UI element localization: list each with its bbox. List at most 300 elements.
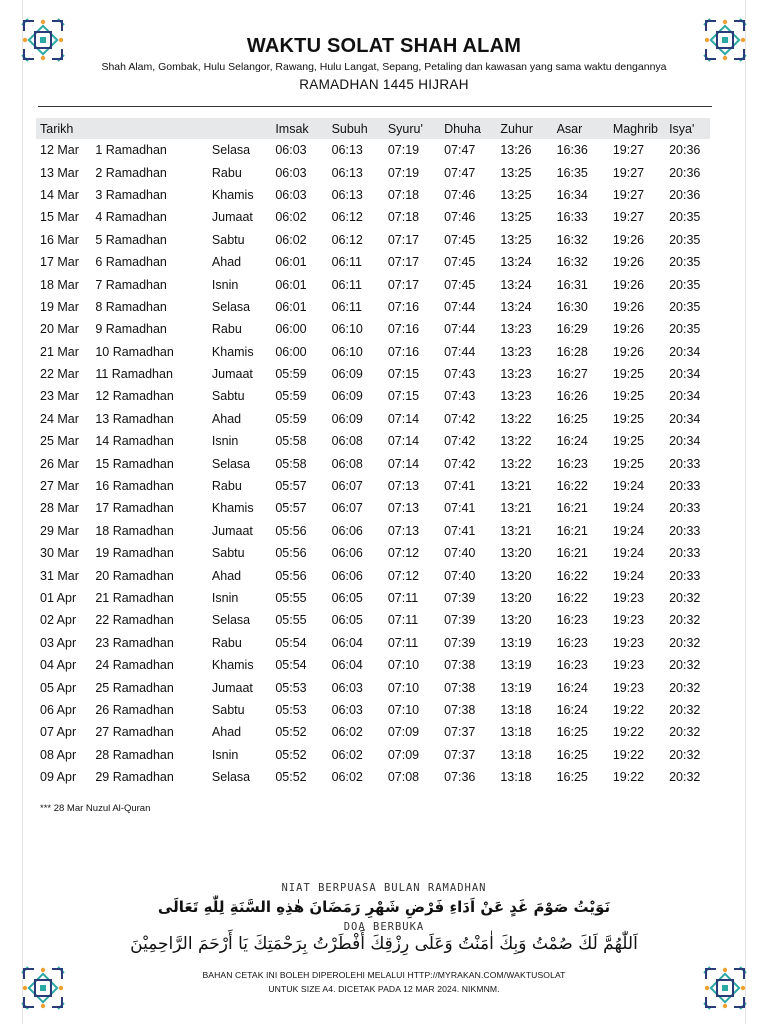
cell-subuh: 06:09 [331,367,363,382]
cell-date: 01 Apr [40,591,77,605]
table-row [36,408,710,430]
cell-isya: 20:32 [669,702,701,717]
cell-zuhur: 13:20 [500,613,532,628]
cell-date: 03 Apr [40,635,77,650]
cell-subuh: 06:10 [331,322,363,337]
table-row [36,184,710,206]
cell-zuhur: 13:19 [500,635,532,650]
cell-zuhur: 13:20 [500,591,532,605]
table-row [36,632,710,654]
cell-zuhur: 13:20 [500,568,532,583]
cell-syuru: 07:10 [387,658,420,673]
table-row [36,452,710,474]
niat-label: NIAT BERPUASA BULAN RAMADHAN [281,882,487,894]
cell-day: Ahad [211,255,242,270]
cell-dhuha: 07:41 [444,479,476,494]
cell-zuhur: 13:23 [500,389,532,404]
cell-subuh: 06:06 [331,546,363,561]
cell-day: Rabu [211,479,242,494]
page-subtitle: Shah Alam, Gombak, Hulu Selangor, Rawang, Hulu Langat, Sepang, Petaling dan kawasan yang sama waktu dengannya [101,61,667,73]
cell-maghrib: 19:22 [612,747,645,762]
cell-asar: 16:22 [556,568,588,583]
cell-asar: 16:22 [556,591,588,605]
cell-maghrib: 19:26 [612,344,645,359]
cell-dhuha: 07:39 [444,591,476,605]
cell-syuru: 07:19 [387,143,420,158]
cell-maghrib: 19:27 [612,210,645,225]
cell-imsak: 06:00 [275,344,307,359]
cell-syuru: 07:10 [387,680,420,695]
cell-asar: 16:23 [556,635,588,650]
cell-dhuha: 07:45 [444,277,476,292]
cell-imsak: 05:54 [275,635,307,650]
cell-dhuha: 07:47 [444,143,476,158]
hijri-month: RAMADHAN 1445 HIJRAH [299,77,469,92]
cell-dhuha: 07:43 [444,367,476,382]
table-row [36,699,710,721]
cell-isya: 20:36 [669,143,701,158]
table-header-row [36,118,710,139]
cell-hijri-date: 23 Ramadhan [95,635,174,650]
cell-maghrib: 19:23 [612,635,645,650]
cell-maghrib: 19:25 [612,434,645,449]
cell-imsak: 05:59 [275,367,307,382]
cell-hijri-date: 8 Ramadhan [95,299,167,314]
cell-maghrib: 19:26 [612,232,645,247]
table-row [36,251,710,273]
cell-dhuha: 07:42 [444,456,476,471]
cell-isya: 20:34 [669,411,701,426]
cell-date: 23 Mar [40,389,79,404]
cell-hijri-date: 9 Ramadhan [95,322,167,337]
cell-zuhur: 13:21 [500,479,532,494]
cell-asar: 16:23 [556,658,588,673]
cell-asar: 16:21 [556,501,588,516]
cell-date: 05 Apr [40,680,77,695]
cell-syuru: 07:13 [387,523,420,538]
cell-day: Selasa [211,456,251,471]
cell-syuru: 07:09 [387,747,420,762]
cell-zuhur: 13:22 [500,434,532,449]
cell-hijri-date: 13 Ramadhan [95,411,174,426]
cell-imsak: 06:01 [275,277,307,292]
cell-isya: 20:34 [669,367,701,382]
cell-hijri-date: 15 Ramadhan [95,456,174,471]
cell-date: 26 Mar [40,456,79,471]
cell-asar: 16:30 [556,299,588,314]
cell-maghrib: 19:25 [612,456,645,471]
cell-subuh: 06:12 [331,210,363,225]
cell-zuhur: 13:25 [500,165,532,180]
column-header-tarikh: Tarikh [40,121,74,136]
cell-hijri-date: 20 Ramadhan [95,568,174,583]
table-body [36,139,710,788]
cell-maghrib: 19:25 [612,389,645,404]
cell-asar: 16:25 [556,747,588,762]
cell-date: 07 Apr [40,725,77,740]
cell-date: 14 Mar [40,187,79,202]
niat-arabic-text: نَوَيْتُ صَوْمَ غَدٍ عَنْ اَدَاءِ فَرْضِ شَهْرِ رَمَضَانَ هٰذِهِ السَّنَةِ لِلّٰهِ تَعَالَى [157,898,611,916]
cell-isya: 20:32 [669,680,701,695]
cell-date: 02 Apr [40,613,77,628]
cell-day: Ahad [211,725,242,740]
cell-day: Selasa [211,299,251,314]
cell-imsak: 06:03 [275,143,307,158]
cell-imsak: 06:03 [275,187,307,202]
cell-zuhur: 13:24 [500,277,532,292]
cell-asar: 16:31 [556,277,588,292]
cell-subuh: 06:02 [331,747,363,762]
cell-isya: 20:36 [669,165,701,180]
cell-imsak: 05:55 [275,613,307,628]
cell-dhuha: 07:41 [444,501,476,516]
table-row [36,497,710,519]
cell-zuhur: 13:22 [500,456,532,471]
cell-maghrib: 19:24 [612,501,645,516]
cell-date: 29 Mar [40,523,79,538]
cell-isya: 20:34 [669,344,701,359]
cell-day: Ahad [211,411,242,426]
cell-maghrib: 19:27 [612,187,645,202]
cell-isya: 20:35 [669,210,701,225]
cell-asar: 16:35 [556,165,588,180]
cell-day: Rabu [211,322,242,337]
cell-day: Khamis [211,658,254,673]
table-row [36,139,710,161]
cell-date: 17 Mar [40,255,79,270]
cell-asar: 16:34 [556,187,588,202]
column-header-isya: Isya' [669,121,695,136]
cell-subuh: 06:13 [331,165,363,180]
table-row [36,676,710,698]
cell-hijri-date: 11 Ramadhan [95,367,173,382]
cell-asar: 16:26 [556,389,588,404]
cell-day: Khamis [211,187,254,202]
cell-zuhur: 13:20 [500,546,532,561]
cell-asar: 16:28 [556,344,588,359]
cell-date: 30 Mar [40,546,79,561]
cell-subuh: 06:07 [331,479,363,494]
cell-subuh: 06:13 [331,143,363,158]
cell-day: Jumaat [211,367,253,382]
cell-maghrib: 19:27 [612,143,645,158]
cell-isya: 20:33 [669,456,701,471]
footer-source-line: BAHAN CETAK INI BOLEH DIPEROLEHI MELALUI HTTP://MYRAKAN.COM/WAKTUSOLAT [202,970,566,980]
cell-hijri-date: 22 Ramadhan [95,613,174,628]
cell-imsak: 06:03 [275,165,307,180]
cell-subuh: 06:04 [331,658,363,673]
cell-isya: 20:34 [669,389,701,404]
cell-maghrib: 19:27 [612,165,645,180]
cell-zuhur: 13:23 [500,322,532,337]
table-row [36,296,710,318]
cell-maghrib: 19:26 [612,322,645,337]
cell-subuh: 06:05 [331,613,363,628]
cell-asar: 16:27 [556,367,588,382]
cell-zuhur: 13:25 [500,210,532,225]
prayer-times-table [36,118,710,788]
cell-isya: 20:35 [669,232,701,247]
cell-syuru: 07:14 [387,456,420,471]
cell-syuru: 07:17 [387,277,420,292]
cell-hijri-date: 27 Ramadhan [95,725,174,740]
cell-isya: 20:32 [669,747,701,762]
cell-dhuha: 07:42 [444,411,476,426]
cell-imsak: 05:59 [275,411,307,426]
cell-imsak: 05:56 [275,546,307,561]
cell-syuru: 07:09 [387,725,420,740]
cell-imsak: 05:53 [275,680,307,695]
cell-hijri-date: 3 Ramadhan [95,187,167,202]
cell-syuru: 07:15 [387,367,420,382]
cell-subuh: 06:08 [331,456,363,471]
cell-maghrib: 19:24 [612,523,645,538]
table-row [36,341,710,363]
cell-subuh: 06:13 [331,187,363,202]
cell-dhuha: 07:39 [444,613,476,628]
cell-hijri-date: 10 Ramadhan [95,344,174,359]
cell-hijri-date: 26 Ramadhan [95,702,174,717]
cell-zuhur: 13:25 [500,187,532,202]
cell-zuhur: 13:24 [500,255,532,270]
cell-date: 28 Mar [40,501,79,516]
cell-asar: 16:23 [556,456,588,471]
cell-maghrib: 19:23 [612,658,645,673]
cell-hijri-date: 17 Ramadhan [95,501,174,516]
cell-isya: 20:36 [669,187,701,202]
cell-imsak: 06:02 [275,210,307,225]
page-title: WAKTU SOLAT SHAH ALAM [246,35,522,57]
cell-imsak: 05:52 [275,747,307,762]
cell-dhuha: 07:44 [444,344,476,359]
cell-date: 20 Mar [40,322,79,337]
cell-syuru: 07:17 [387,255,420,270]
cell-imsak: 05:55 [275,591,307,605]
cell-subuh: 06:03 [331,702,363,717]
cell-syuru: 07:14 [387,411,420,426]
cell-isya: 20:33 [669,479,701,494]
cell-day: Rabu [211,165,242,180]
cell-date: 06 Apr [40,702,77,717]
cell-subuh: 06:06 [331,568,363,583]
cell-date: 21 Mar [40,344,79,359]
cell-date: 22 Mar [40,367,79,382]
table-row [36,520,710,542]
cell-syuru: 07:18 [387,187,420,202]
cell-zuhur: 13:18 [500,725,532,740]
cell-dhuha: 07:45 [444,255,476,270]
cell-day: Jumaat [211,210,253,225]
cell-imsak: 06:01 [275,299,307,314]
cell-date: 19 Mar [40,299,79,314]
table-row [36,475,710,497]
cell-day: Jumaat [211,523,253,538]
column-header-dhuha: Dhuha [444,121,481,136]
table-row [36,161,710,183]
cell-asar: 16:29 [556,322,588,337]
cell-day: Isnin [211,591,239,605]
cell-isya: 20:32 [669,725,701,740]
cell-hijri-date: 12 Ramadhan [95,389,174,404]
cell-day: Sabtu [211,389,245,404]
cell-zuhur: 13:26 [500,143,532,158]
cell-subuh: 06:10 [331,344,363,359]
cell-hijri-date: 28 Ramadhan [95,747,174,762]
cell-subuh: 06:11 [331,255,362,270]
cell-asar: 16:23 [556,613,588,628]
cell-zuhur: 13:24 [500,299,532,314]
header-divider [38,106,712,107]
cell-zuhur: 13:18 [500,770,532,785]
cell-zuhur: 13:21 [500,501,532,516]
cell-subuh: 06:11 [331,299,362,314]
cell-asar: 16:22 [556,479,588,494]
cell-day: Sabtu [211,702,245,717]
cell-dhuha: 07:44 [444,299,476,314]
cell-syuru: 07:18 [387,210,420,225]
cell-day: Sabtu [211,232,245,247]
table-row [36,609,710,631]
cell-zuhur: 13:23 [500,367,532,382]
cell-zuhur: 13:21 [500,523,532,538]
cell-maghrib: 19:26 [612,299,645,314]
cell-zuhur: 13:23 [500,344,532,359]
cell-day: Jumaat [211,680,253,695]
cell-dhuha: 07:45 [444,232,476,247]
cell-zuhur: 13:19 [500,680,532,695]
cell-maghrib: 19:26 [612,255,645,270]
cell-subuh: 06:11 [331,277,362,292]
cell-imsak: 05:59 [275,389,307,404]
cell-imsak: 05:56 [275,568,307,583]
cell-imsak: 05:52 [275,770,307,785]
cell-imsak: 06:00 [275,322,307,337]
table-row [36,273,710,295]
cell-hijri-date: 19 Ramadhan [95,546,174,561]
cell-dhuha: 07:37 [444,725,476,740]
cell-hijri-date: 18 Ramadhan [95,523,174,538]
cell-subuh: 06:03 [331,680,363,695]
column-header-subuh: Subuh [331,121,368,136]
cell-subuh: 06:02 [331,770,363,785]
cell-subuh: 06:09 [331,389,363,404]
column-header-syuru: Syuru' [387,121,423,136]
cell-zuhur: 13:22 [500,411,532,426]
cell-isya: 20:33 [669,568,701,583]
cell-date: 09 Apr [40,770,77,785]
cell-subuh: 06:02 [331,725,363,740]
cell-subuh: 06:05 [331,591,363,605]
cell-date: 25 Mar [40,434,79,449]
table-row [36,564,710,586]
cell-maghrib: 19:22 [612,770,645,785]
cell-isya: 20:35 [669,277,701,292]
cell-hijri-date: 29 Ramadhan [95,770,174,785]
cell-hijri-date: 5 Ramadhan [95,232,167,247]
cell-isya: 20:32 [669,613,701,628]
cell-date: 27 Mar [40,479,79,494]
cell-asar: 16:36 [556,143,588,158]
cell-syuru: 07:08 [387,770,420,785]
cell-date: 04 Apr [40,658,77,673]
cell-maghrib: 19:24 [612,568,645,583]
cell-syuru: 07:16 [387,322,420,337]
doa-arabic-text: اَللّٰهُمَّ لَكَ صُمْتُ وَبِكَ اٰمَنْتُ وَعَلَى رِزْقِكَ أَفْطَرْتُ بِرَحْمَتِكَ يَا أَرْحَمَ الرَّاحِمِيْنَ [130,934,638,954]
table-row [36,430,710,452]
cell-maghrib: 19:22 [612,725,645,740]
cell-maghrib: 19:23 [612,591,645,605]
cell-asar: 16:25 [556,770,588,785]
table-row [36,587,710,609]
cell-dhuha: 07:43 [444,389,476,404]
cell-date: 13 Mar [40,165,79,180]
cell-date: 16 Mar [40,232,79,247]
cell-imsak: 05:57 [275,479,307,494]
cell-dhuha: 07:46 [444,210,476,225]
cell-isya: 20:32 [669,658,701,673]
cell-day: Isnin [211,434,239,449]
cell-imsak: 05:54 [275,658,307,673]
cell-day: Isnin [211,747,239,762]
cell-isya: 20:33 [669,546,701,561]
cell-dhuha: 07:42 [444,434,476,449]
cell-syuru: 07:12 [387,546,420,561]
cell-syuru: 07:12 [387,568,420,583]
cell-zuhur: 13:25 [500,232,532,247]
cell-imsak: 05:58 [275,434,307,449]
cell-asar: 16:32 [556,232,588,247]
cell-date: 18 Mar [40,277,79,292]
cell-day: Selasa [211,770,251,785]
table-row [36,206,710,228]
cell-dhuha: 07:39 [444,635,476,650]
cell-isya: 20:32 [669,591,701,605]
table-row [36,542,710,564]
cell-syuru: 07:10 [387,702,420,717]
cell-asar: 16:25 [556,725,588,740]
cell-maghrib: 19:26 [612,277,645,292]
table-row [36,363,710,385]
cell-zuhur: 13:19 [500,658,532,673]
table-row [36,744,710,766]
cell-syuru: 07:16 [387,299,420,314]
cell-asar: 16:24 [556,680,588,695]
column-header-imsak: Imsak [275,121,309,136]
cell-dhuha: 07:36 [444,770,476,785]
cell-syuru: 07:13 [387,501,420,516]
cell-isya: 20:32 [669,770,701,785]
cell-asar: 16:21 [556,546,588,561]
cell-date: 12 Mar [40,143,79,158]
cell-date: 24 Mar [40,411,79,426]
cell-hijri-date: 2 Ramadhan [95,165,167,180]
cell-imsak: 06:01 [275,255,307,270]
cell-syuru: 07:11 [387,613,419,628]
column-header-asar: Asar [556,121,583,136]
cell-dhuha: 07:38 [444,658,476,673]
cell-isya: 20:35 [669,322,701,337]
cell-day: Sabtu [211,546,245,561]
cell-dhuha: 07:38 [444,680,476,695]
cell-syuru: 07:13 [387,479,420,494]
cell-dhuha: 07:40 [444,568,476,583]
cell-zuhur: 13:18 [500,747,532,762]
cell-isya: 20:35 [669,255,701,270]
cell-asar: 16:24 [556,434,588,449]
cell-syuru: 07:15 [387,389,420,404]
cell-isya: 20:34 [669,434,701,449]
cell-hijri-date: 7 Ramadhan [95,277,167,292]
